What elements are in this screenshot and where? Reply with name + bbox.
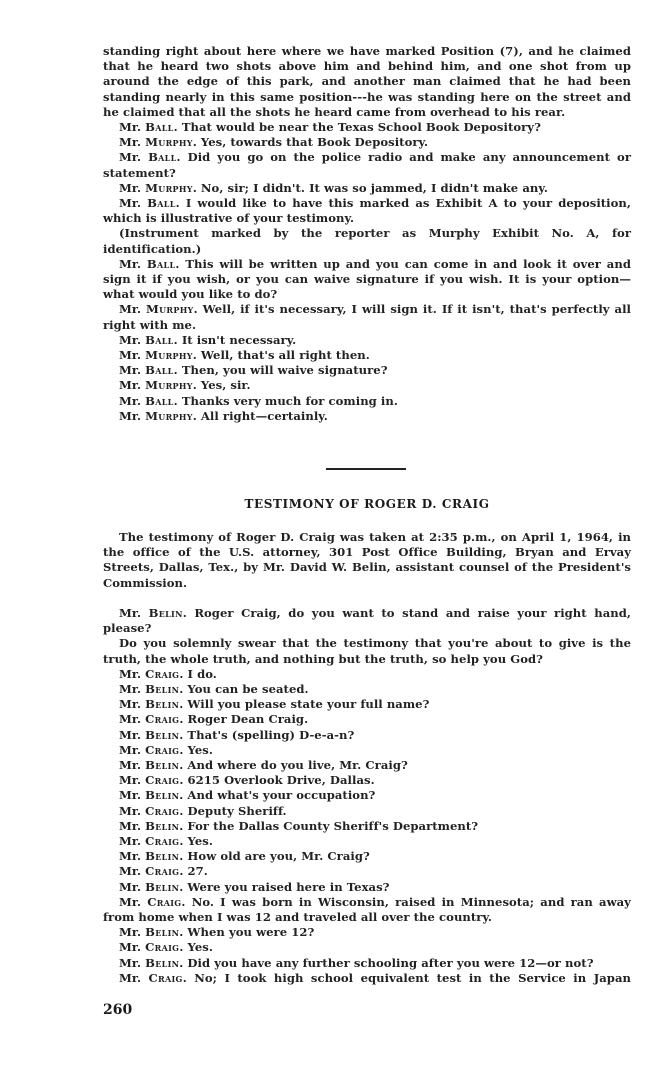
speech-text: Did you go on the police radio and make any announcement or statement?: [103, 150, 631, 180]
speech-text: Roger Craig, do you want to stand and raise your right hand, please?: [103, 606, 631, 636]
speaker-separator: .: [192, 135, 201, 150]
speech-text: It isn't necessary.: [181, 332, 297, 347]
speech-text: Roger Dean Craig.: [187, 712, 309, 727]
speaker-name: Craig: [145, 864, 180, 879]
speaker-prefix: Mr.: [119, 363, 146, 378]
speaker-separator: .: [179, 940, 188, 955]
oath-text: Do you solemnly swear that the testimony that you're about to give is the truth, the whole truth, and nothing but the truth, so help you God?: [103, 636, 631, 666]
speaker-separator: .: [179, 803, 188, 818]
speaker-prefix: Mr.: [119, 196, 148, 211]
speaker-name: Belin: [145, 697, 180, 712]
speaker-prefix: Mr.: [119, 727, 146, 742]
transcript-line: [103, 378, 631, 393]
speaker-separator: .: [179, 834, 188, 849]
speaker-separator: .: [179, 682, 188, 697]
transcript-line: [103, 971, 631, 986]
speaker-name: Belin: [145, 682, 180, 697]
transcript-line: [103, 804, 631, 819]
speaker-separator: .: [179, 773, 188, 788]
speech-text: Deputy Sheriff.: [187, 803, 287, 818]
speaker-name: Craig: [145, 773, 180, 788]
speaker-prefix: Mr.: [119, 408, 146, 423]
speaker-name: Murphy: [146, 302, 194, 317]
speaker-separator: .: [179, 849, 188, 864]
speech-text: That's (spelling) D-e-a-n?: [187, 727, 355, 742]
speaker-prefix: Mr.: [119, 393, 146, 408]
speech-text: Yes.: [187, 940, 213, 955]
speaker-prefix: Mr.: [119, 150, 149, 165]
speaker-name: Murphy: [145, 348, 193, 363]
craig-testimony: [103, 606, 631, 986]
transcript-line: [103, 150, 631, 180]
speaker-name: Craig: [145, 803, 180, 818]
speaker-name: Belin: [145, 955, 180, 970]
speech-text: I do.: [187, 666, 217, 681]
speaker-separator: .: [193, 302, 203, 317]
speech-text: Will you please state your full name?: [187, 697, 430, 712]
speaker-name: Ball: [146, 256, 176, 271]
speaker-separator: .: [182, 970, 195, 985]
page-number: 260: [103, 1002, 133, 1018]
transcript-line: [103, 697, 631, 712]
speaker-separator: .: [173, 363, 182, 378]
speaker-name: Craig: [147, 894, 182, 909]
transcript-line: [103, 849, 631, 864]
continued-paragraph: standing right about here where we have marked Position (7), and he claimed that he heard two shots above him and behind him, and one shot from up around the edge of this park, and another man claimed that he had been standing nearly in this same position---he was standing here on the street and he claimed that all the shots he heard came from overhead to his rear.: [103, 44, 631, 119]
speaker-prefix: Mr.: [119, 697, 146, 712]
speaker-separator: .: [181, 894, 192, 909]
speaker-separator: .: [179, 955, 188, 970]
testimony-intro: [103, 530, 631, 591]
transcript-line: [103, 925, 631, 940]
speech-text: Did you have any further schooling after you were 12—or not?: [187, 955, 594, 970]
speaker-separator: .: [173, 332, 182, 347]
speech-text: Then, you will waive signature?: [181, 363, 388, 378]
speech-text: Thanks very much for coming in.: [181, 393, 398, 408]
transcript-line: [103, 135, 631, 150]
transcript-line: [103, 834, 631, 849]
speech-text: Yes.: [187, 742, 213, 757]
transcript-line: [103, 864, 631, 879]
speaker-separator: .: [192, 180, 201, 195]
transcript-line: [103, 120, 631, 135]
speaker-prefix: Mr.: [119, 940, 146, 955]
speech-text: I would like to have this marked as Exhibit A to your deposition, which is illustrative of your testimony.: [103, 196, 631, 226]
testimony-heading: TESTIMONY OF ROGER D. CRAIG: [244, 497, 490, 511]
speaker-name: Ball: [145, 393, 174, 408]
speaker-prefix: Mr.: [119, 849, 146, 864]
speaker-prefix: Mr.: [119, 302, 147, 317]
speaker-name: Craig: [145, 666, 180, 681]
speaker-name: Murphy: [145, 180, 193, 195]
transcript-line: [103, 819, 631, 834]
speaker-name: Belin: [145, 849, 180, 864]
speech-text: That would be near the Texas School Book Depository?: [181, 120, 541, 135]
speaker-name: Craig: [145, 712, 180, 727]
transcript-line: [103, 743, 631, 758]
speaker-separator: .: [179, 742, 188, 757]
speaker-name: Belin: [148, 606, 183, 620]
transcript-line: [103, 333, 631, 348]
speaker-separator: .: [179, 818, 188, 833]
speaker-name: Murphy: [145, 378, 193, 393]
speaker-prefix: Mr.: [119, 970, 149, 985]
transcript-line: [103, 788, 631, 803]
transcript-line: [103, 667, 631, 682]
speech-text: No. I was born in Wisconsin, raised in Minnesota; and ran away from home when I was 12 and traveled all over the country.: [103, 894, 631, 925]
speaker-prefix: Mr.: [119, 894, 148, 909]
speaker-separator: .: [192, 408, 201, 423]
speech-text: When you were 12?: [187, 925, 315, 940]
speech-text: This will be written up and you can come in and look it over and sign it if you wish, or you can waive signature if you wish. It is your option—what would you like to do?: [103, 256, 631, 302]
speaker-separator: .: [192, 348, 201, 363]
speaker-name: Craig: [145, 742, 180, 757]
speech-text: For the Dallas County Sheriff's Department?: [187, 818, 479, 833]
speaker-separator: .: [176, 150, 188, 165]
speaker-prefix: Mr.: [119, 120, 146, 135]
speaker-prefix: Mr.: [119, 742, 146, 757]
speech-text: All right—certainly.: [200, 408, 328, 423]
speaker-name: Belin: [145, 879, 180, 894]
speaker-name: Ball: [145, 120, 174, 135]
speaker-name: Ball: [145, 363, 174, 378]
speaker-name: Craig: [148, 970, 183, 985]
transcript-line: [103, 196, 631, 226]
transcript-line: [103, 409, 631, 424]
speaker-prefix: Mr.: [119, 834, 146, 849]
speaker-prefix: Mr.: [119, 712, 146, 727]
speaker-separator: .: [179, 666, 188, 681]
speech-text: Well, that's all right then.: [200, 348, 370, 363]
exhibit-note: (Instrument marked by the reporter as Murphy Exhibit No. A, for identification.): [103, 226, 631, 256]
speaker-separator: .: [182, 606, 195, 620]
speaker-name: Belin: [145, 925, 180, 940]
speaker-prefix: Mr.: [119, 682, 146, 697]
speech-text: And where do you live, Mr. Craig?: [187, 758, 408, 773]
speech-text: How old are you, Mr. Craig?: [187, 849, 370, 864]
speaker-name: Craig: [145, 834, 180, 849]
speaker-name: Belin: [145, 818, 180, 833]
speaker-separator: .: [173, 120, 182, 135]
transcript-line: [103, 758, 631, 773]
speaker-prefix: Mr.: [119, 256, 147, 271]
speaker-separator: .: [175, 196, 186, 211]
speaker-name: Craig: [145, 940, 180, 955]
speech-text: 6215 Overlook Drive, Dallas.: [187, 773, 375, 788]
murphy-testimony-continuation: [103, 44, 631, 424]
speaker-prefix: Mr.: [119, 606, 149, 620]
transcript-line: [103, 940, 631, 955]
speaker-prefix: Mr.: [119, 864, 146, 879]
transcript-line: [103, 712, 631, 727]
speaker-prefix: Mr.: [119, 925, 146, 940]
transcript-line: [103, 895, 631, 925]
speaker-separator: .: [179, 925, 188, 940]
transcript-line: [103, 606, 631, 636]
speaker-separator: .: [179, 712, 188, 727]
speaker-prefix: Mr.: [119, 332, 146, 347]
speech-text: No; I took high school equivalent test in the Service in Japan: [194, 970, 631, 985]
speaker-prefix: Mr.: [119, 955, 146, 970]
speech-text: Yes, towards that Book Depository.: [200, 135, 429, 150]
transcript-line: [103, 728, 631, 743]
speaker-prefix: Mr.: [119, 803, 146, 818]
speech-text: 27.: [187, 864, 208, 879]
speaker-separator: .: [179, 758, 188, 773]
speaker-name: Ball: [148, 150, 177, 165]
transcript-line: [103, 956, 631, 971]
speaker-prefix: Mr.: [119, 135, 146, 150]
transcript-line: [103, 363, 631, 378]
speech-text: Yes.: [187, 834, 213, 849]
speaker-prefix: Mr.: [119, 773, 146, 788]
transcript-line: [103, 302, 631, 332]
speaker-separator: .: [175, 256, 186, 271]
speech-text: Well, if it's necessary, I will sign it. If it isn't, that's perfectly all right with me.: [103, 302, 631, 332]
speaker-name: Ball: [145, 332, 174, 347]
transcript-line: [103, 880, 631, 895]
speaker-prefix: Mr.: [119, 378, 146, 393]
speaker-prefix: Mr.: [119, 788, 146, 803]
speaker-name: Belin: [145, 788, 180, 803]
speaker-name: Murphy: [145, 408, 193, 423]
transcript-line: [103, 773, 631, 788]
speech-text: Were you raised here in Texas?: [187, 879, 390, 894]
speaker-name: Belin: [145, 758, 180, 773]
speech-text: Yes, sir.: [200, 378, 251, 393]
speaker-name: Ball: [147, 196, 176, 211]
speaker-name: Belin: [145, 727, 180, 742]
speaker-separator: .: [192, 378, 201, 393]
speaker-separator: .: [179, 788, 188, 803]
speaker-name: Murphy: [145, 135, 193, 150]
transcript-line: [103, 257, 631, 303]
speaker-prefix: Mr.: [119, 758, 146, 773]
section-divider-rule: [326, 468, 406, 470]
intro-paragraph: The testimony of Roger D. Craig was taken at 2:35 p.m., on April 1, 1964, in the office of the U.S. attorney, 301 Post Office Building, Bryan and Ervay Streets, Dallas, Tex., by Mr. David W. Belin, assistant counsel of the President's Commission.: [103, 530, 631, 590]
speaker-separator: .: [179, 727, 188, 742]
speaker-prefix: Mr.: [119, 879, 146, 894]
transcript-line: [103, 348, 631, 363]
speaker-separator: .: [173, 393, 182, 408]
speaker-prefix: Mr.: [119, 666, 146, 681]
transcript-line: [103, 181, 631, 196]
speech-text: You can be seated.: [187, 682, 309, 697]
speaker-separator: .: [179, 697, 188, 712]
transcript-line: [103, 682, 631, 697]
speech-text: No, sir; I didn't. It was so jammed, I didn't make any.: [200, 180, 548, 195]
transcript-line: [103, 394, 631, 409]
speaker-separator: .: [179, 879, 188, 894]
speaker-separator: .: [179, 864, 188, 879]
speaker-prefix: Mr.: [119, 818, 146, 833]
speaker-prefix: Mr.: [119, 348, 146, 363]
speaker-prefix: Mr.: [119, 180, 146, 195]
speech-text: And what's your occupation?: [187, 788, 376, 803]
